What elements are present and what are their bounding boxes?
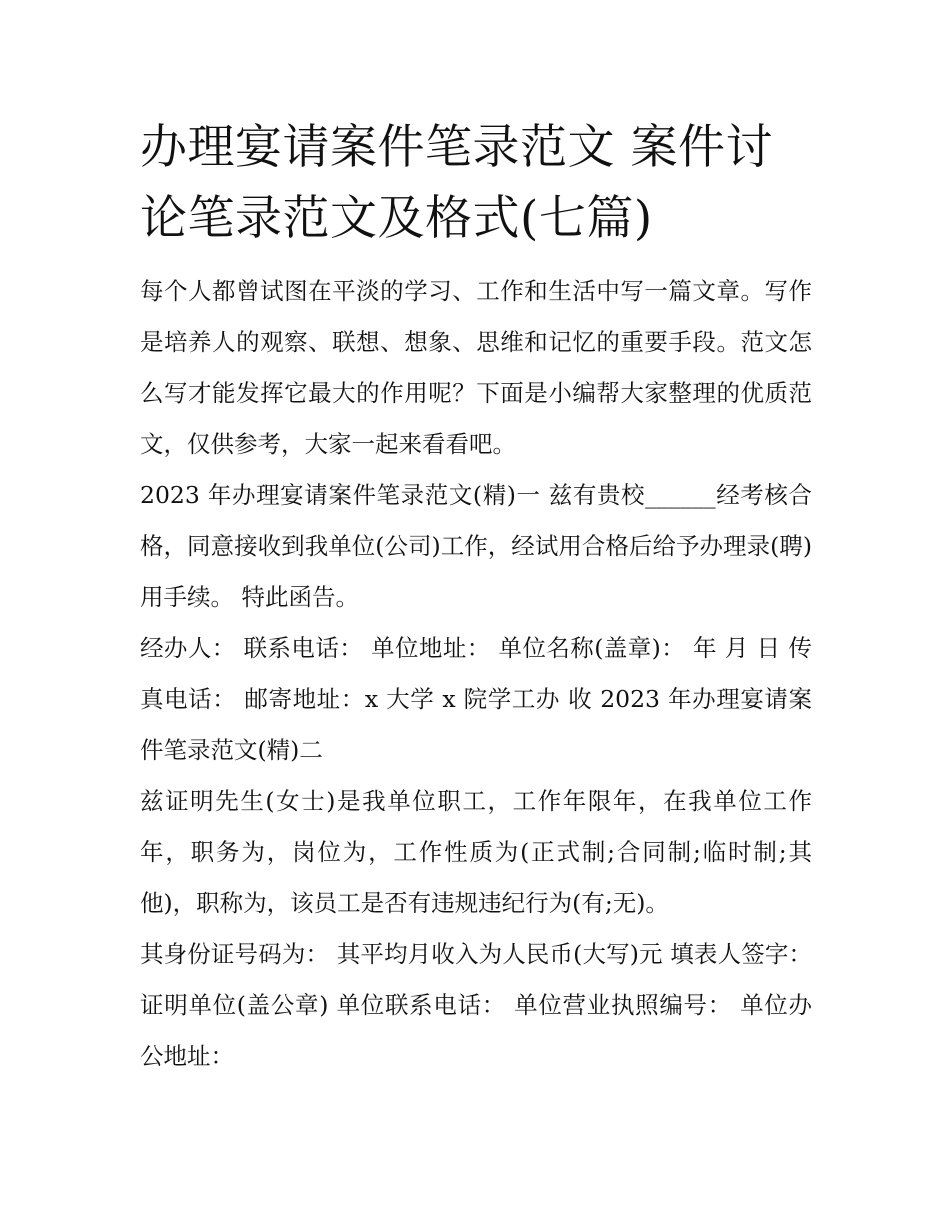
document-page	[140, 112, 812, 1082]
paragraph-income-fields: 其身份证号码为： 其平均月收入为人民币(大写)元 填表人签字：证明单位(盖公章) 单位联系电话： 单位营业执照编号： 单位办公地址：	[140, 940, 812, 1070]
paragraph-sample-one: 2023 年办理宴请案件笔录范文(精)一 兹有贵校______经考核合格，同意接收到我单位(公司)工作，经试用合格后给予办理录(聘)用手续。 特此函告。	[140, 481, 812, 611]
paragraph-intro: 每个人都曾试图在平淡的学习、工作和生活中写一篇文章。写作是培养人的观察、联想、想象、思维和记忆的重要手段。范文怎么写才能发挥它最大的作用呢？下面是小编帮大家整理的优质范文，仅供参考，大家一起来看看吧。	[140, 277, 812, 458]
document-title: 办理宴请案件笔录范文 案件讨论笔录范文及格式(七篇)	[140, 120, 773, 246]
paragraph-contact-fields: 经办人： 联系电话： 单位地址： 单位名称(盖章)： 年 月 日 传真电话： 邮寄地址：x 大学 x 院学工办 收 2023 年办理宴请案件笔录范文(精)二	[140, 634, 812, 764]
paragraph-employment-proof: 兹证明先生(女士)是我单位职工，工作年限年，在我单位工作年，职务为，岗位为，工作性质为(正式制;合同制;临时制;其他)，职称为，该员工是否有违规违纪行为(有;无)。	[140, 787, 812, 917]
